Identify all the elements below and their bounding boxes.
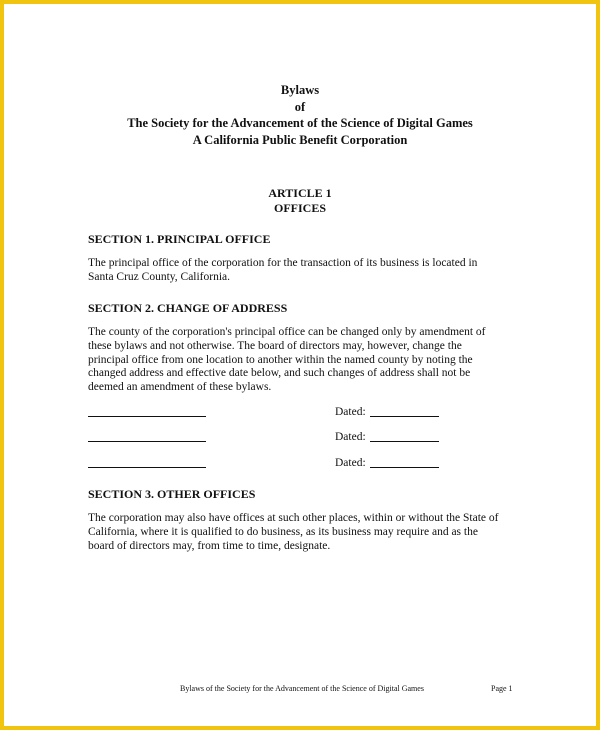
page-number: Page 1 xyxy=(491,684,513,693)
section-2-line: principal office from one location to another within the named county by noting the xyxy=(88,353,473,366)
date-blank[interactable] xyxy=(370,467,439,468)
title-line-of: of xyxy=(294,99,306,114)
dated-label: Dated: xyxy=(335,431,366,443)
article-heading xyxy=(4,186,596,215)
title-line-bylaws: Bylaws xyxy=(280,83,320,97)
section-2-line: changed address and effective date below, and such changes of address shall not be xyxy=(88,367,471,380)
document-title xyxy=(4,82,596,148)
signature-blank[interactable] xyxy=(88,416,206,417)
address-change-row xyxy=(88,430,528,444)
section-2-line: these bylaws and not otherwise. The board of directors may, however, change the xyxy=(88,339,462,352)
section-1-line: The principal office of the corporation for the transaction of its business is located in xyxy=(88,257,478,269)
document-page xyxy=(4,4,596,726)
section-1-body xyxy=(88,257,528,285)
section-3-line: board of directors may, from time to time, designate. xyxy=(88,539,331,552)
date-blank[interactable] xyxy=(370,416,439,417)
address-change-row xyxy=(88,405,528,419)
dated-label: Dated: xyxy=(335,457,366,469)
signature-blank[interactable] xyxy=(88,467,206,468)
title-line-corporation: A California Public Benefit Corporation xyxy=(192,132,408,147)
section-3-line: The corporation may also have offices at such other places, within or without the State of xyxy=(88,512,499,524)
section-1-heading: SECTION 1. PRINCIPAL OFFICE xyxy=(88,232,271,246)
date-blank[interactable] xyxy=(370,441,439,442)
section-3-body xyxy=(88,512,528,553)
section-2-line: deemed an amendment of these bylaws. xyxy=(88,381,272,394)
section-1-line: Santa Cruz County, California. xyxy=(88,270,231,283)
footer-title: Bylaws of the Society for the Advancement of the Science of Digital Games xyxy=(180,684,424,693)
dated-label: Dated: xyxy=(335,406,366,418)
section-2-heading: SECTION 2. CHANGE OF ADDRESS xyxy=(88,301,288,315)
section-2-body xyxy=(88,326,528,395)
section-3-heading: SECTION 3. OTHER OFFICES xyxy=(88,487,256,501)
article-name: OFFICES xyxy=(273,200,326,215)
title-line-society: The Society for the Advancement of the Science of Digital Games xyxy=(127,116,473,130)
section-3-line: California, where it is qualified to do business, as its business may require and as the xyxy=(88,525,478,538)
signature-blank[interactable] xyxy=(88,441,206,442)
article-number: ARTICLE 1 xyxy=(268,186,332,200)
section-2-line: The county of the corporation's principal office can be changed only by amendment of xyxy=(88,326,486,338)
address-change-row xyxy=(88,456,528,470)
